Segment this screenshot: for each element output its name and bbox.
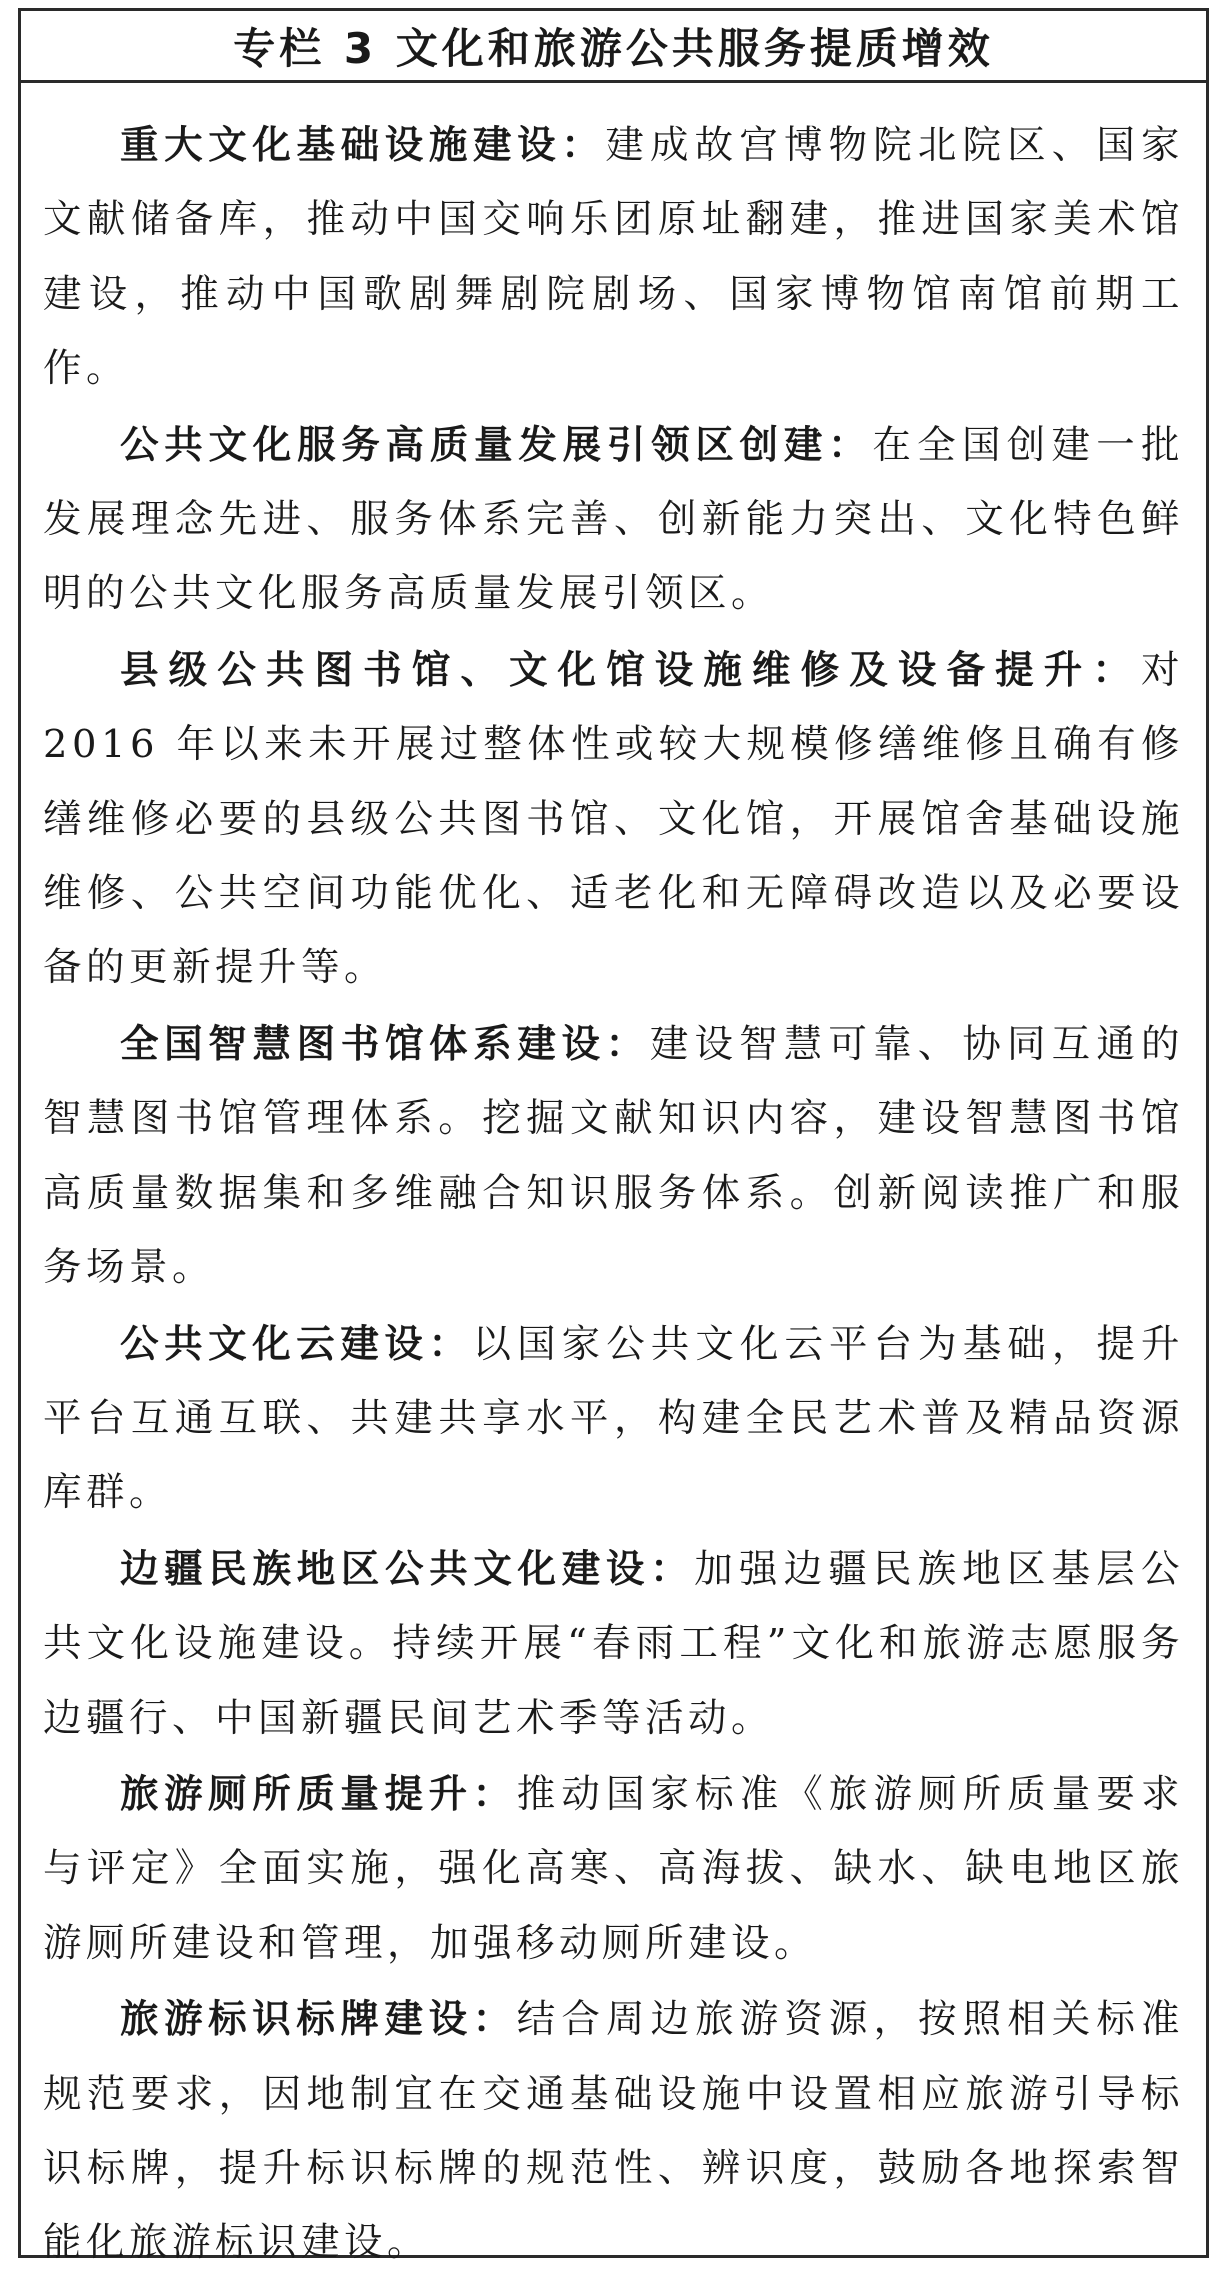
column-box: [18, 8, 1209, 2266]
paragraph-heading: 边疆民族地区公共文化建设：: [120, 1546, 695, 1592]
paragraph-body: 加强边疆民族地区基层公共文化设施建设。持续开展“春雨工程”文化和旅游志愿服务边疆行、中国新疆民间艺术季等活动。: [43, 1546, 1184, 1741]
paragraph-heading: 全国智慧图书馆体系建设：: [120, 1021, 650, 1067]
paragraph-smart-library: [43, 1008, 1184, 1306]
title-bar: [21, 11, 1206, 83]
paragraph-heading: 旅游厕所质量提升：: [120, 1771, 517, 1817]
paragraph-culture-cloud: [43, 1308, 1184, 1531]
paragraph-body: 建设智慧可靠、协同互通的智慧图书馆管理体系。挖掘文献知识内容，建设智慧图书馆高质量数据集和多维融合知识服务体系。创新阅读推广和服务场景。: [43, 1021, 1184, 1291]
paragraph-heading: 重大文化基础设施建设：: [120, 123, 606, 168]
column-title: 专栏 3 文化和旅游公共服务提质增效: [233, 23, 994, 73]
paragraph-tourist-signage: [43, 1983, 1184, 2281]
paragraph-tourist-toilets: [43, 1758, 1184, 1981]
paragraph-heading: 旅游标识标牌建设：: [120, 1997, 517, 2043]
paragraph-body: 建成故宫博物院北院区、国家文献储备库，推动中国交响乐团原址翻建，推进国家美术馆建设，推动中国歌剧舞剧院剧场、国家博物馆南馆前期工作。: [43, 123, 1184, 392]
paragraph-body: 以国家公共文化云平台为基础，提升平台互通互联、共建共享水平，构建全民艺术普及精品资源库群。: [43, 1321, 1184, 1516]
paragraph-body: 推动国家标准《旅游厕所质量要求与评定》全面实施，强化高寒、高海拔、缺水、缺电地区旅游厕所建设和管理，加强移动厕所建设。: [43, 1771, 1184, 1966]
column-content: [21, 83, 1206, 2281]
paragraph-body: 对 2016 年以来未开展过整体性或较大规模修缮维修且确有修缮维修必要的县级公共图书馆、文化馆，开展馆舍基础设施维修、公共空间功能优化、适老化和无障碍改造以及必要设备的更新提升等。: [43, 647, 1184, 991]
paragraph-county-libraries: [43, 634, 1184, 1006]
paragraph-major-facilities: [43, 109, 1184, 407]
paragraph-leading-zone: [43, 409, 1184, 632]
paragraph-body: 在全国创建一批发展理念先进、服务体系完善、创新能力突出、文化特色鲜明的公共文化服务高质量发展引领区。: [43, 422, 1184, 617]
paragraph-heading: 县级公共图书馆、文化馆设施维修及设备提升：: [120, 647, 1141, 693]
paragraph-heading: 公共文化云建设：: [120, 1321, 473, 1367]
paragraph-heading: 公共文化服务高质量发展引领区创建：: [120, 422, 873, 468]
paragraph-border-regions: [43, 1533, 1184, 1756]
paragraph-body: 结合周边旅游资源，按照相关标准规范要求，因地制宜在交通基础设施中设置相应旅游引导标识标牌，提升标识标牌的规范性、辨识度，鼓励各地探索智能化旅游标识建设。: [43, 1997, 1184, 2266]
